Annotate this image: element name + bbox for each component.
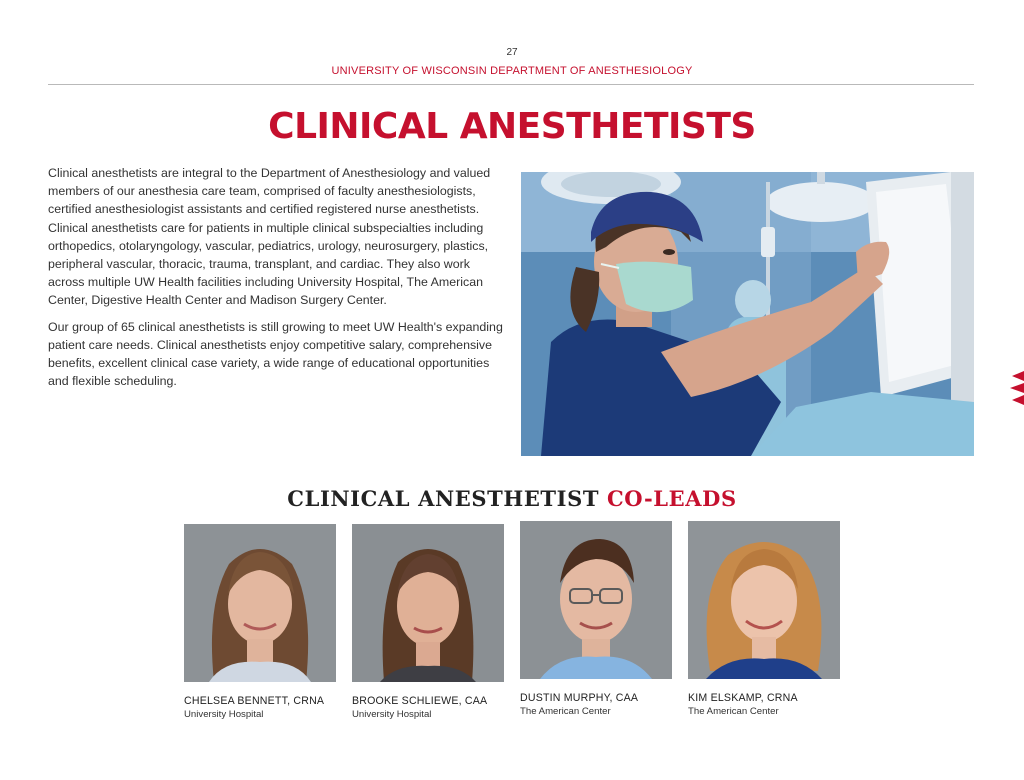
colead-location: The American Center xyxy=(688,706,779,717)
page-number: 27 xyxy=(506,47,518,58)
colead-name: CHELSEA BENNETT, CRNA xyxy=(184,695,325,707)
header-divider xyxy=(48,84,974,85)
page-title: CLINICAL ANESTHETISTS xyxy=(268,106,756,147)
intro-paragraph-2: Our group of 65 clinical anesthetists is still growing to meet UW Health's expanding patient care needs. Clinical anesthetists enjoy competitive salary, comprehensive benefits, excellent clinical case variety, a wide range of educational opportunities and flexible scheduling. xyxy=(48,319,503,389)
colead-name: KIM ELSKAMP, CRNA xyxy=(688,692,798,704)
colead-card xyxy=(184,524,336,720)
colead-name: DUSTIN MURPHY, CAA xyxy=(520,692,639,704)
colead-card xyxy=(352,524,504,720)
hero-photo-anesthetist xyxy=(521,172,974,456)
colead-portrait xyxy=(184,524,336,682)
intro-paragraph-1: Clinical anesthetists are integral to the Department of Anesthesiology and valued members of our anesthesia care team, comprised of faculty anesthesiologists, certified anesthesiologist assistants and certified registered nurse anesthetists. Clinical anesthetists care for patients in multiple clinical subspecialties including orthopedics, otolaryngology, vascular, pediatrics, urology, neurosurgery, plastics, peripheral vascular, thoracic, trauma, transplant, and cardiac. They also work across multiple UW Health facilities including University Hospital, The American Center, Digestive Health Center and Madison Surgery Center. xyxy=(48,166,491,308)
coleads-heading xyxy=(0,486,1024,511)
colead-location: The American Center xyxy=(520,706,611,717)
colead-name: BROOKE SCHLIEWE, CAA xyxy=(352,695,488,707)
colead-card xyxy=(520,521,672,717)
coleads-heading-accent: CO-LEADS xyxy=(606,486,737,511)
department-header: UNIVERSITY OF WISCONSIN DEPARTMENT OF ANESTHESIOLOGY xyxy=(331,65,693,77)
colead-location: University Hospital xyxy=(184,709,264,720)
colead-portrait xyxy=(688,521,840,679)
colead-portrait xyxy=(520,521,672,679)
colead-portrait xyxy=(352,524,504,682)
colead-card xyxy=(688,521,840,717)
intro-text xyxy=(48,164,508,398)
colead-location: University Hospital xyxy=(352,709,432,720)
coleads-heading-prefix: CLINICAL ANESTHETIST xyxy=(287,486,607,511)
edge-tab-mark xyxy=(1008,371,1024,409)
